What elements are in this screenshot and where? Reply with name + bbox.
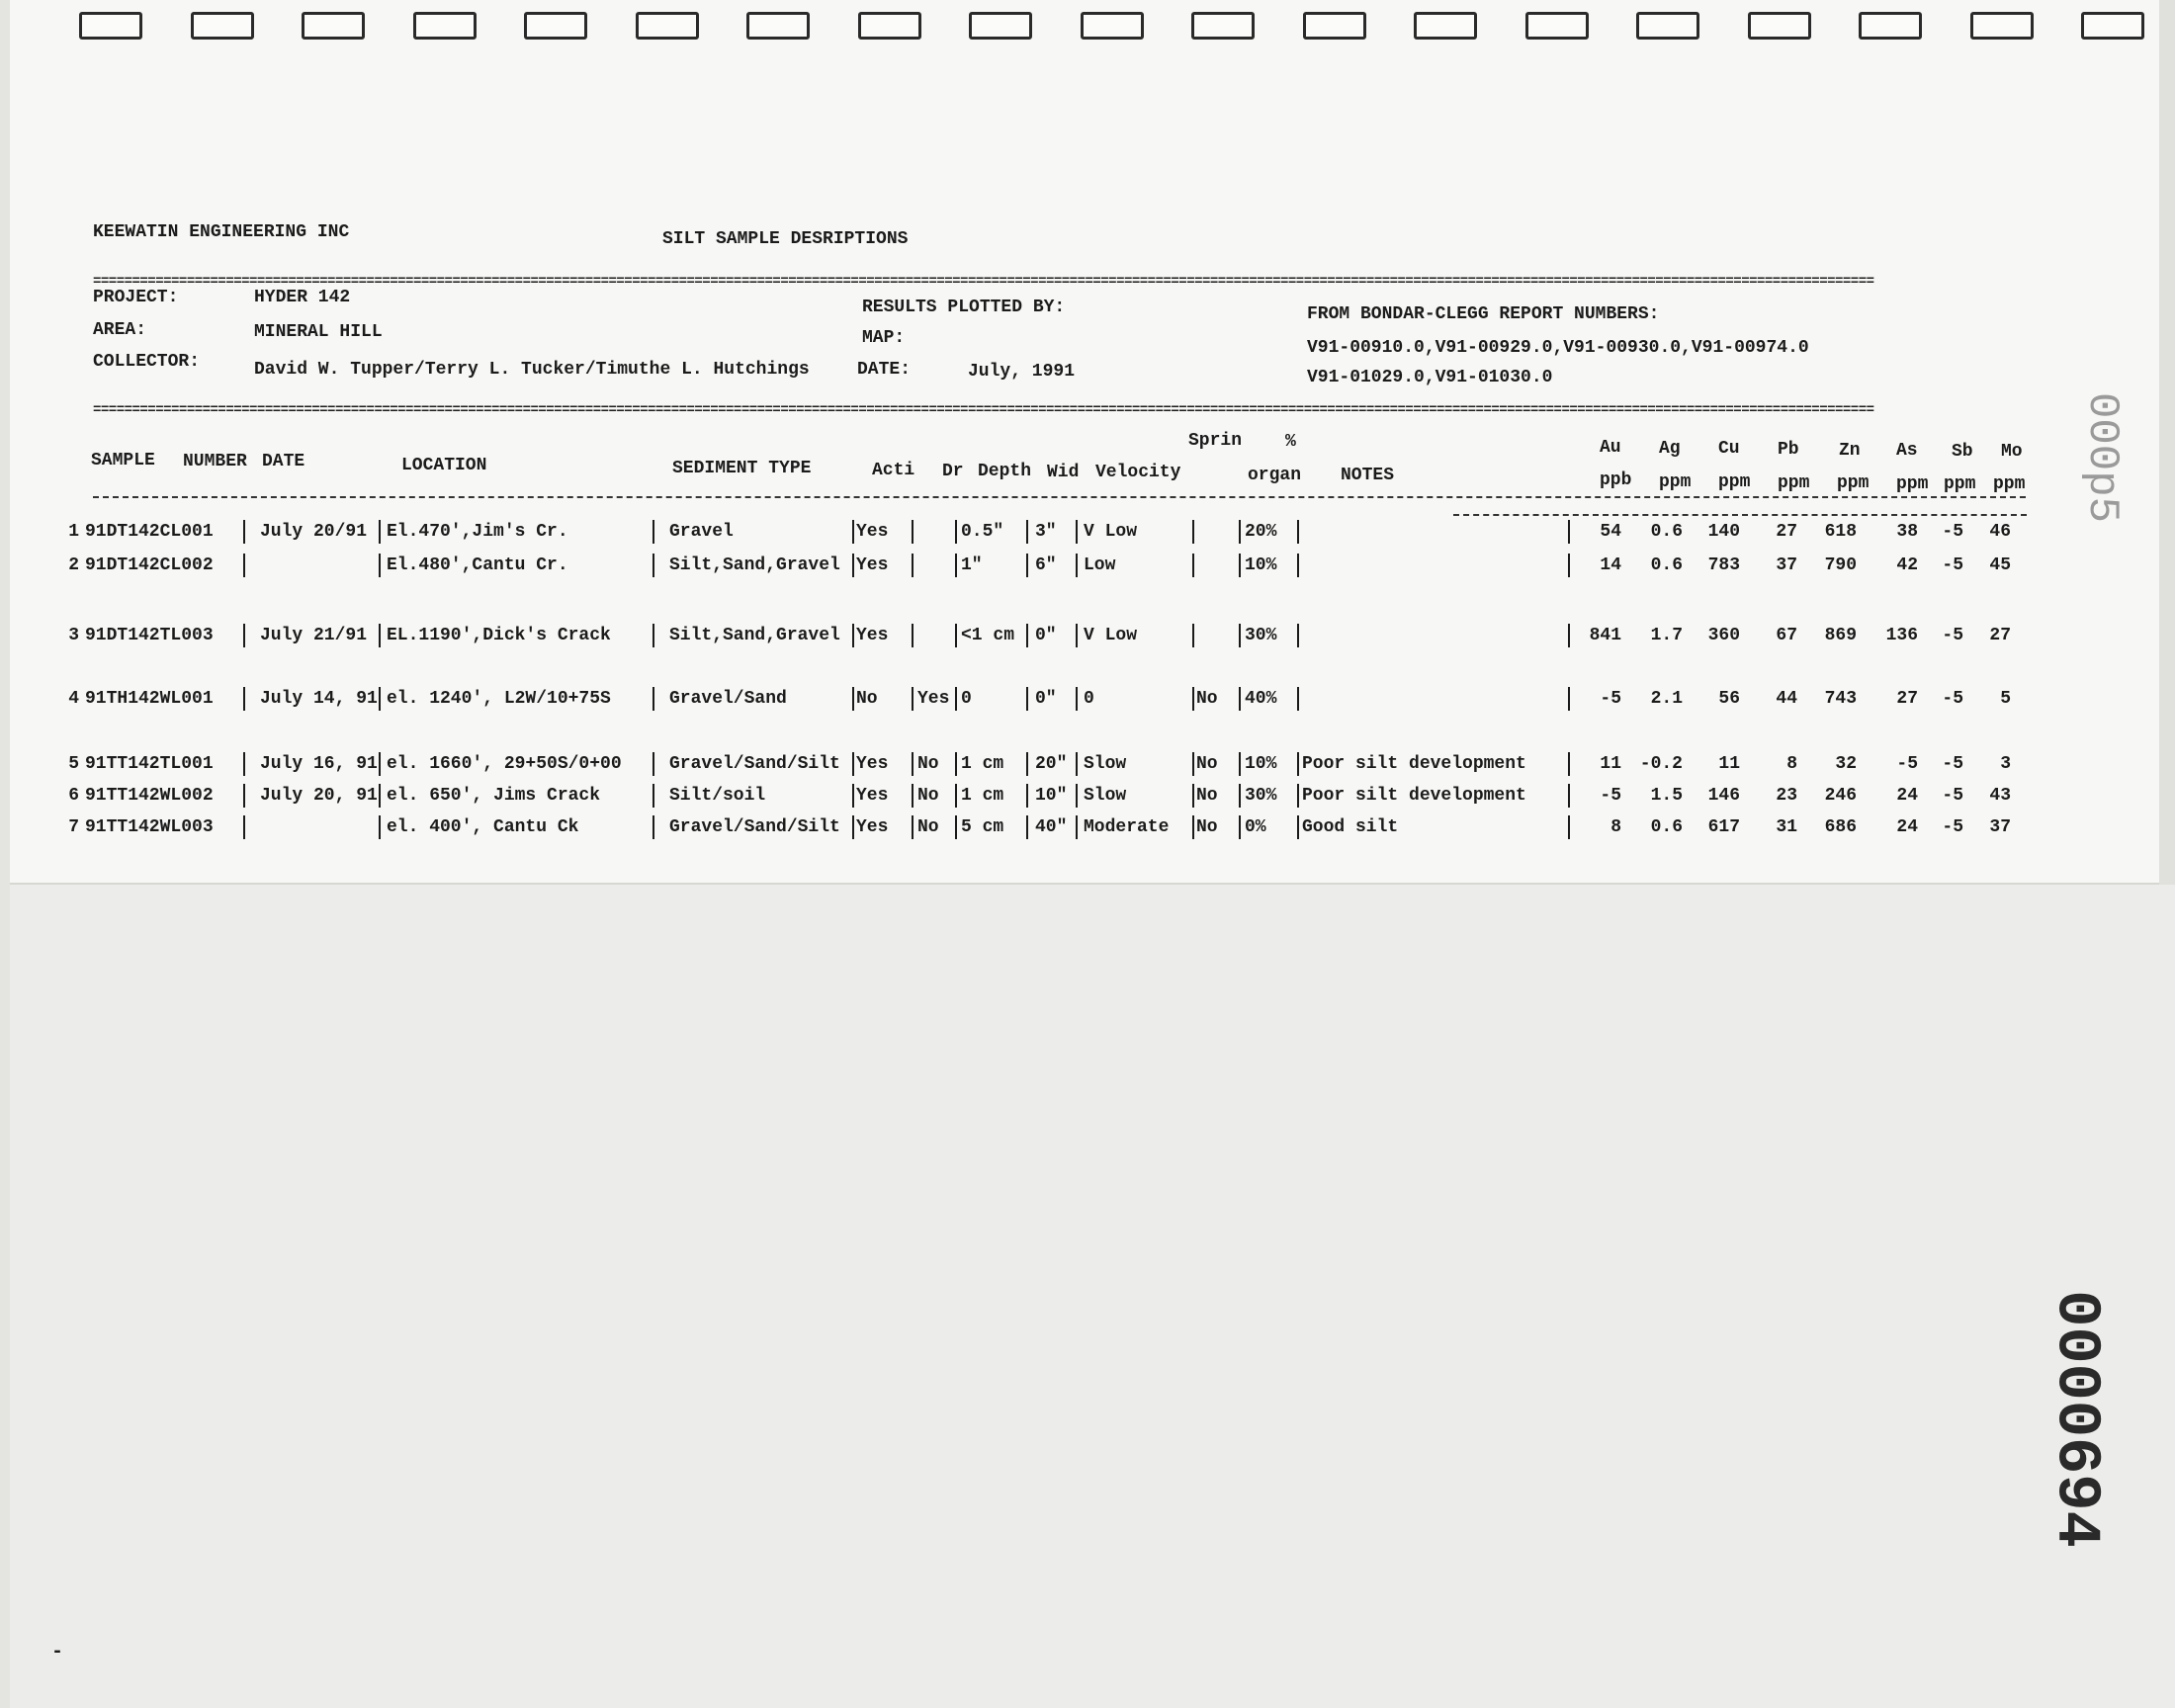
cell-wid: 0"	[1035, 689, 1057, 709]
cell-ag: 1.5	[1650, 786, 1683, 806]
report-numbers-line1: V91-00910.0,V91-00929.0,V91-00930.0,V91-00974.0	[1307, 338, 1809, 358]
cell-location: El.470',Jim's Cr.	[387, 522, 568, 542]
column-divider	[1026, 624, 1028, 647]
column-divider	[379, 687, 381, 711]
cell-velocity: V Low	[1084, 626, 1138, 645]
cell-dr: No	[917, 754, 939, 774]
column-divider	[1239, 815, 1241, 839]
column-divider	[1076, 520, 1078, 544]
cell-zn: 618	[1824, 522, 1857, 542]
cell-date: July 20/91	[260, 522, 368, 542]
cell-number: 91TT142WL002	[85, 786, 214, 806]
column-divider	[1076, 784, 1078, 808]
feed-hole	[1525, 12, 1589, 40]
cell-organ: 30%	[1245, 626, 1277, 645]
cell-sb: -5	[1942, 626, 1963, 645]
right-edge	[2159, 0, 2175, 885]
column-divider	[1297, 752, 1299, 776]
cell-as: 24	[1896, 786, 1918, 806]
cell-n: 2	[68, 555, 79, 575]
col-as-unit: ppm	[1896, 474, 1929, 494]
cell-au: 14	[1600, 555, 1621, 575]
cell-zn: 686	[1824, 817, 1857, 837]
cell-sediment: Gravel/Sand	[669, 689, 787, 709]
column-divider	[1568, 624, 1570, 647]
cell-cu: 783	[1707, 555, 1740, 575]
column-divider	[652, 554, 654, 577]
cell-n: 1	[68, 522, 79, 542]
report-numbers-label: FROM BONDAR-CLEGG REPORT NUMBERS:	[1307, 304, 1660, 324]
area-label: AREA:	[93, 320, 147, 340]
cell-notes: Poor silt development	[1302, 754, 1526, 774]
column-divider	[1297, 687, 1299, 711]
column-divider	[1192, 752, 1194, 776]
cell-acti: No	[856, 689, 878, 709]
cell-zn: 743	[1824, 689, 1857, 709]
cell-pb: 8	[1786, 754, 1797, 774]
feed-hole	[524, 12, 587, 40]
cell-wid: 3"	[1035, 522, 1057, 542]
cell-dr: No	[917, 786, 939, 806]
col-au-unit: ppb	[1600, 470, 1632, 490]
cell-zn: 32	[1835, 754, 1857, 774]
column-divider	[1568, 752, 1570, 776]
cell-n: 5	[68, 754, 79, 774]
column-divider	[243, 784, 245, 808]
column-divider	[852, 520, 854, 544]
column-divider	[1026, 520, 1028, 544]
document-title: SILT SAMPLE DESRIPTIONS	[662, 229, 909, 249]
col-percent: %	[1285, 432, 1296, 452]
col-ag-unit: ppm	[1659, 472, 1692, 492]
cell-sediment: Silt,Sand,Gravel	[669, 626, 840, 645]
cell-date: July 16, 91	[260, 754, 378, 774]
cell-n: 6	[68, 786, 79, 806]
cell-number: 91DT142TL003	[85, 626, 214, 645]
column-divider	[1192, 554, 1194, 577]
cell-depth: 1"	[961, 555, 983, 575]
cell-sb: -5	[1942, 522, 1963, 542]
cell-cu: 617	[1707, 817, 1740, 837]
feed-hole	[191, 12, 254, 40]
cell-mo: 3	[2000, 754, 2011, 774]
cell-date: July 21/91	[260, 626, 368, 645]
cell-as: 38	[1896, 522, 1918, 542]
column-divider	[379, 752, 381, 776]
cell-cu: 360	[1707, 626, 1740, 645]
cell-wid: 10"	[1035, 786, 1068, 806]
col-sediment-type: SEDIMENT TYPE	[672, 459, 812, 478]
cell-ag: -0.2	[1639, 754, 1683, 774]
column-divider	[1297, 554, 1299, 577]
col-number: NUMBER	[183, 452, 247, 471]
cell-pb: 37	[1776, 555, 1797, 575]
date-value: July, 1991	[968, 362, 1076, 382]
col-organ: organ	[1248, 466, 1302, 485]
cell-pb: 67	[1776, 626, 1797, 645]
column-divider	[1568, 554, 1570, 577]
cell-number: 91TT142TL001	[85, 754, 214, 774]
cell-sb: -5	[1942, 689, 1963, 709]
col-zn-unit: ppm	[1837, 473, 1870, 493]
cell-organ: 10%	[1245, 555, 1277, 575]
col-dr: Dr	[942, 462, 964, 481]
feed-hole	[413, 12, 477, 40]
faded-stamp-number: 000p5	[2077, 391, 2128, 524]
margin-mark: -	[51, 1641, 64, 1664]
cell-organ: 10%	[1245, 754, 1277, 774]
cell-pb: 27	[1776, 522, 1797, 542]
cell-zn: 246	[1824, 786, 1857, 806]
cell-au: 11	[1600, 754, 1621, 774]
column-divider	[955, 815, 957, 839]
column-divider	[1076, 554, 1078, 577]
column-divider	[852, 784, 854, 808]
feed-hole	[1303, 12, 1366, 40]
feed-hole	[1636, 12, 1699, 40]
column-divider	[652, 784, 654, 808]
cell-n: 3	[68, 626, 79, 645]
column-divider	[912, 784, 914, 808]
column-divider	[1026, 752, 1028, 776]
feed-hole	[746, 12, 810, 40]
project-value: HYDER 142	[254, 288, 351, 307]
header-underline	[93, 496, 2026, 498]
cell-cu: 140	[1707, 522, 1740, 542]
cell-velocity: V Low	[1084, 522, 1138, 542]
cell-depth: 1 cm	[961, 754, 1004, 774]
col-depth: Depth	[978, 462, 1032, 481]
col-mo-unit: ppm	[1993, 474, 2026, 494]
area-value: MINERAL HILL	[254, 322, 383, 342]
cell-velocity: 0	[1084, 689, 1094, 709]
column-divider	[1239, 752, 1241, 776]
cell-mo: 27	[1989, 626, 2011, 645]
cell-depth: 5 cm	[961, 817, 1004, 837]
col-notes: NOTES	[1341, 466, 1395, 485]
cell-dr: Yes	[917, 689, 950, 709]
cell-wid: 6"	[1035, 555, 1057, 575]
project-label: PROJECT:	[93, 288, 179, 307]
cell-sprin: No	[1196, 817, 1218, 837]
cell-zn: 790	[1824, 555, 1857, 575]
cell-cu: 56	[1718, 689, 1740, 709]
cell-n: 4	[68, 689, 79, 709]
cell-sprin: No	[1196, 786, 1218, 806]
cell-location: El.480',Cantu Cr.	[387, 555, 568, 575]
cell-sediment: Gravel/Sand/Silt	[669, 817, 840, 837]
column-divider	[1297, 815, 1299, 839]
cell-mo: 43	[1989, 786, 2011, 806]
column-divider	[379, 624, 381, 647]
cell-sprin: No	[1196, 689, 1218, 709]
column-divider	[1568, 520, 1570, 544]
cell-sprin: No	[1196, 754, 1218, 774]
column-divider	[912, 752, 914, 776]
column-divider	[912, 520, 914, 544]
column-divider	[1568, 784, 1570, 808]
cell-velocity: Slow	[1084, 786, 1127, 806]
cell-velocity: Moderate	[1084, 817, 1170, 837]
cell-au: 841	[1589, 626, 1621, 645]
header-underline-right	[1453, 514, 2027, 516]
column-divider	[243, 624, 245, 647]
report-numbers-line2: V91-01029.0,V91-01030.0	[1307, 368, 1553, 387]
feed-hole	[79, 12, 142, 40]
cell-sediment: Silt/soil	[669, 786, 766, 806]
column-divider	[1026, 687, 1028, 711]
feed-hole	[858, 12, 921, 40]
column-divider	[379, 784, 381, 808]
cell-ag: 1.7	[1650, 626, 1683, 645]
separator-top: ====================================================================================================================================================================================================================================	[93, 275, 1874, 289]
col-cu: Cu	[1718, 439, 1740, 459]
column-divider	[652, 687, 654, 711]
col-zn: Zn	[1839, 441, 1861, 461]
cell-location: EL.1190',Dick's Crack	[387, 626, 611, 645]
col-as: As	[1896, 441, 1918, 461]
col-au: Au	[1600, 438, 1621, 458]
column-divider	[1239, 624, 1241, 647]
column-divider	[652, 624, 654, 647]
cell-wid: 20"	[1035, 754, 1068, 774]
col-velocity: Velocity	[1095, 463, 1181, 482]
cell-acti: Yes	[856, 626, 889, 645]
column-divider	[1568, 815, 1570, 839]
cell-velocity: Low	[1084, 555, 1116, 575]
col-sprin: Sprin	[1188, 431, 1243, 451]
cell-organ: 20%	[1245, 522, 1277, 542]
separator-middle: ====================================================================================================================================================================================================================================	[93, 403, 1874, 417]
column-divider	[243, 815, 245, 839]
cell-wid: 0"	[1035, 626, 1057, 645]
cell-organ: 40%	[1245, 689, 1277, 709]
cell-as: 24	[1896, 817, 1918, 837]
company-name: KEEWATIN ENGINEERING INC	[93, 222, 350, 242]
column-divider	[1239, 687, 1241, 711]
cell-date: July 14, 91	[260, 689, 378, 709]
column-divider	[652, 815, 654, 839]
column-divider	[955, 624, 957, 647]
column-divider	[1076, 752, 1078, 776]
cell-dr: No	[917, 817, 939, 837]
column-divider	[955, 687, 957, 711]
feed-hole	[969, 12, 1032, 40]
column-divider	[912, 554, 914, 577]
column-divider	[955, 554, 957, 577]
feed-hole	[636, 12, 699, 40]
cell-location: el. 400', Cantu Ck	[387, 817, 579, 837]
collector-value: David W. Tupper/Terry L. Tucker/Timuthe L. Hutchings	[254, 360, 810, 380]
collector-label: COLLECTOR:	[93, 352, 201, 372]
col-sb-unit: ppm	[1944, 474, 1976, 494]
col-cu-unit: ppm	[1718, 472, 1751, 492]
column-divider	[1239, 520, 1241, 544]
column-divider	[852, 687, 854, 711]
column-divider	[1026, 784, 1028, 808]
results-plotted-label: RESULTS PLOTTED BY:	[862, 298, 1066, 317]
feed-hole	[302, 12, 365, 40]
cell-date: July 20, 91	[260, 786, 378, 806]
column-divider	[379, 520, 381, 544]
cell-cu: 11	[1718, 754, 1740, 774]
column-divider	[955, 784, 957, 808]
column-divider	[955, 752, 957, 776]
column-divider	[652, 752, 654, 776]
feed-hole	[1970, 12, 2034, 40]
column-divider	[1192, 784, 1194, 808]
column-divider	[912, 624, 914, 647]
cell-mo: 46	[1989, 522, 2011, 542]
cell-ag: 2.1	[1650, 689, 1683, 709]
feed-hole	[1414, 12, 1477, 40]
cell-as: 42	[1896, 555, 1918, 575]
column-divider	[1297, 624, 1299, 647]
cell-number: 91DT142CL001	[85, 522, 214, 542]
cell-sediment: Silt,Sand,Gravel	[669, 555, 840, 575]
cell-mo: 5	[2000, 689, 2011, 709]
column-divider	[1239, 554, 1241, 577]
column-divider	[1026, 815, 1028, 839]
cell-sb: -5	[1942, 555, 1963, 575]
cell-sediment: Gravel/Sand/Silt	[669, 754, 840, 774]
column-divider	[1297, 784, 1299, 808]
cell-depth: 0	[961, 689, 972, 709]
column-divider	[1026, 554, 1028, 577]
feed-hole	[1859, 12, 1922, 40]
cell-pb: 31	[1776, 817, 1797, 837]
column-divider	[1076, 624, 1078, 647]
cell-sb: -5	[1942, 817, 1963, 837]
column-divider	[243, 520, 245, 544]
cell-cu: 146	[1707, 786, 1740, 806]
column-divider	[1192, 687, 1194, 711]
feed-hole	[1191, 12, 1255, 40]
column-divider	[1076, 687, 1078, 711]
column-divider	[1192, 815, 1194, 839]
cell-pb: 23	[1776, 786, 1797, 806]
col-sample: SAMPLE	[91, 451, 155, 470]
cell-wid: 40"	[1035, 817, 1068, 837]
cell-notes: Good silt	[1302, 817, 1399, 837]
map-label: MAP:	[862, 328, 906, 348]
column-divider	[1239, 784, 1241, 808]
cell-location: el. 1660', 29+50S/0+00	[387, 754, 622, 774]
cell-as: -5	[1896, 754, 1918, 774]
column-divider	[852, 815, 854, 839]
cell-velocity: Slow	[1084, 754, 1127, 774]
column-divider	[852, 554, 854, 577]
cell-number: 91TH142WL001	[85, 689, 214, 709]
cell-n: 7	[68, 817, 79, 837]
column-divider	[243, 554, 245, 577]
col-mo: Mo	[2001, 442, 2023, 462]
cell-ag: 0.6	[1650, 817, 1683, 837]
cell-as: 136	[1885, 626, 1918, 645]
cell-depth: 0.5"	[961, 522, 1004, 542]
col-acti: Acti	[872, 461, 915, 480]
cell-acti: Yes	[856, 786, 889, 806]
column-divider	[852, 752, 854, 776]
lower-sheet	[0, 885, 2175, 1708]
col-sb: Sb	[1952, 442, 1973, 462]
page-stamp-number: 0000694	[2041, 1290, 2112, 1548]
column-divider	[379, 815, 381, 839]
cell-sediment: Gravel	[669, 522, 734, 542]
cell-number: 91TT142WL003	[85, 817, 214, 837]
column-divider	[912, 687, 914, 711]
column-divider	[1297, 520, 1299, 544]
col-date: DATE	[262, 452, 305, 471]
column-divider	[652, 520, 654, 544]
cell-mo: 45	[1989, 555, 2011, 575]
cell-au: 54	[1600, 522, 1621, 542]
cell-depth: 1 cm	[961, 786, 1004, 806]
cell-acti: Yes	[856, 555, 889, 575]
feed-hole	[2081, 12, 2144, 40]
cell-organ: 30%	[1245, 786, 1277, 806]
column-divider	[852, 624, 854, 647]
cell-depth: <1 cm	[961, 626, 1015, 645]
cell-pb: 44	[1776, 689, 1797, 709]
column-divider	[379, 554, 381, 577]
column-divider	[243, 687, 245, 711]
sheet-fold	[0, 883, 2175, 885]
cell-mo: 37	[1989, 817, 2011, 837]
column-divider	[1192, 624, 1194, 647]
col-pb: Pb	[1778, 440, 1799, 460]
col-ag: Ag	[1659, 439, 1681, 459]
feed-hole	[1081, 12, 1144, 40]
cell-number: 91DT142CL002	[85, 555, 214, 575]
column-divider	[1076, 815, 1078, 839]
cell-au: -5	[1600, 786, 1621, 806]
cell-organ: 0%	[1245, 817, 1266, 837]
col-pb-unit: ppm	[1778, 473, 1810, 493]
cell-zn: 869	[1824, 626, 1857, 645]
left-edge	[0, 0, 10, 1708]
col-wid: Wid	[1047, 463, 1080, 482]
cell-notes: Poor silt development	[1302, 786, 1526, 806]
cell-acti: Yes	[856, 817, 889, 837]
cell-sb: -5	[1942, 754, 1963, 774]
column-divider	[1568, 687, 1570, 711]
col-location: LOCATION	[401, 456, 487, 475]
cell-location: el. 650', Jims Crack	[387, 786, 601, 806]
cell-au: 8	[1610, 817, 1621, 837]
cell-as: 27	[1896, 689, 1918, 709]
cell-acti: Yes	[856, 522, 889, 542]
column-divider	[912, 815, 914, 839]
cell-ag: 0.6	[1650, 522, 1683, 542]
cell-au: -5	[1600, 689, 1621, 709]
column-divider	[955, 520, 957, 544]
feed-hole	[1748, 12, 1811, 40]
cell-acti: Yes	[856, 754, 889, 774]
column-divider	[1192, 520, 1194, 544]
cell-location: el. 1240', L2W/10+75S	[387, 689, 611, 709]
column-divider	[243, 752, 245, 776]
date-label: DATE:	[857, 360, 912, 380]
cell-ag: 0.6	[1650, 555, 1683, 575]
cell-sb: -5	[1942, 786, 1963, 806]
